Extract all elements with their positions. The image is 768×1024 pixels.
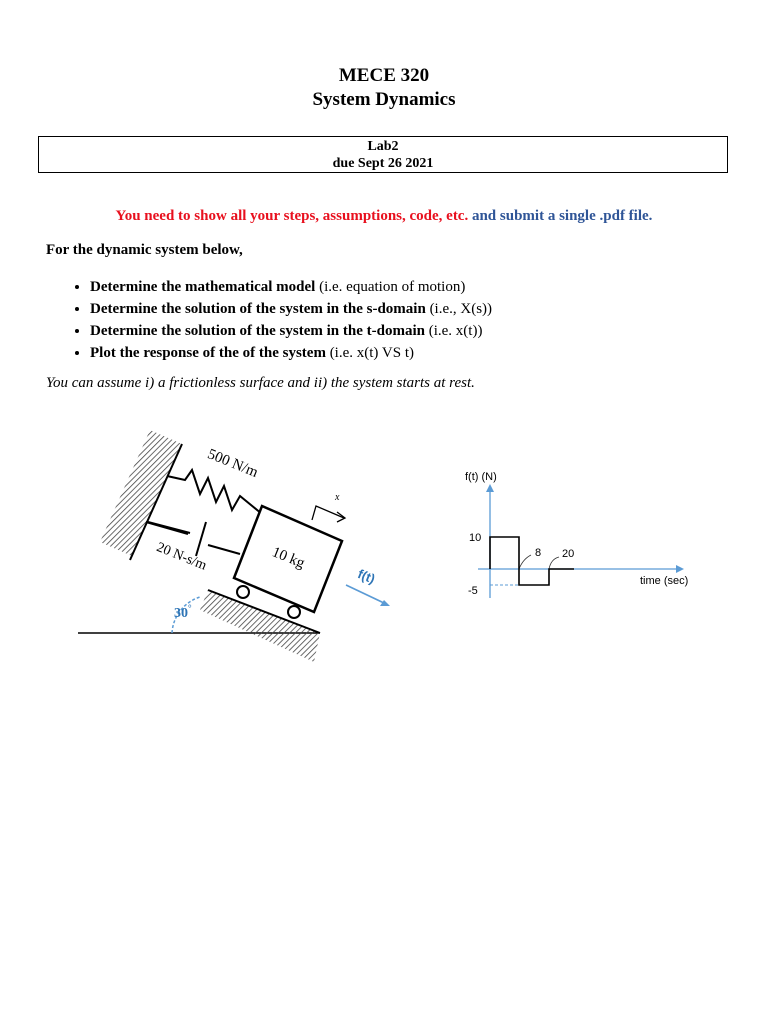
damper-cylinder	[196, 522, 206, 556]
mass-label: 10 kg	[269, 544, 307, 572]
x-axis-arrowhead	[676, 565, 684, 573]
task-bold: Determine the solution of the system in the t-domain	[90, 323, 425, 339]
damper-label: 20 N-s/m	[154, 540, 209, 574]
t2-label: 20	[562, 548, 575, 560]
task-bold: Determine the solution of the system in the s-domain	[90, 301, 426, 317]
angle-label: 30°	[174, 603, 192, 621]
wheel-left	[237, 586, 249, 598]
wheel-right	[288, 606, 300, 618]
t2-leader	[549, 557, 559, 569]
task-note: (i.e., X(s))	[425, 301, 493, 317]
assignment-box	[38, 136, 728, 173]
y-tick-high: 10	[469, 532, 482, 544]
y-axis-label: f(t) (N)	[465, 471, 497, 483]
list-item	[90, 320, 750, 342]
notice	[0, 208, 768, 225]
task-note: (i.e. x(t) VS t)	[325, 345, 414, 361]
list-item	[90, 342, 750, 364]
list-item	[90, 276, 750, 298]
list-item	[90, 298, 750, 320]
task-bold: Determine the mathematical model	[90, 279, 316, 295]
lab-name: Lab2	[367, 139, 399, 154]
task-note: (i.e. x(t))	[424, 323, 483, 339]
force-arrowhead	[380, 600, 390, 606]
x-axis-label: time (sec)	[640, 575, 689, 587]
damper-rod	[148, 522, 190, 533]
t1-leader	[519, 555, 531, 569]
y-axis-arrowhead	[486, 484, 494, 492]
task-list	[46, 276, 750, 364]
mechanical-diagram	[70, 420, 420, 670]
damper-link	[208, 545, 240, 554]
task-bold: Plot the response of the of the system	[90, 345, 326, 361]
intro-text: For the dynamic system below,	[46, 242, 243, 258]
force-arrow	[346, 585, 384, 603]
spring-label: 500 N/m	[205, 446, 261, 481]
course-subtitle: System Dynamics	[312, 89, 456, 110]
displacement-label: x	[335, 492, 340, 503]
task-note: (i.e. equation of motion)	[315, 279, 466, 295]
course-title: MECE 320	[338, 65, 430, 86]
force-label: f(t)	[355, 566, 378, 587]
y-tick-low: -5	[468, 585, 478, 597]
notice-blue: and submit a single .pdf file.	[468, 208, 653, 224]
due-date: due Sept 26 2021	[332, 156, 434, 171]
notice-red: You need to show all your steps, assumptions, code, etc.	[115, 208, 469, 224]
t1-label: 8	[535, 547, 542, 559]
force-chart	[450, 460, 710, 610]
force-signal-line	[490, 537, 574, 585]
assumption-text: You can assume i) a frictionless surface and ii) the system starts at rest.	[46, 375, 475, 391]
